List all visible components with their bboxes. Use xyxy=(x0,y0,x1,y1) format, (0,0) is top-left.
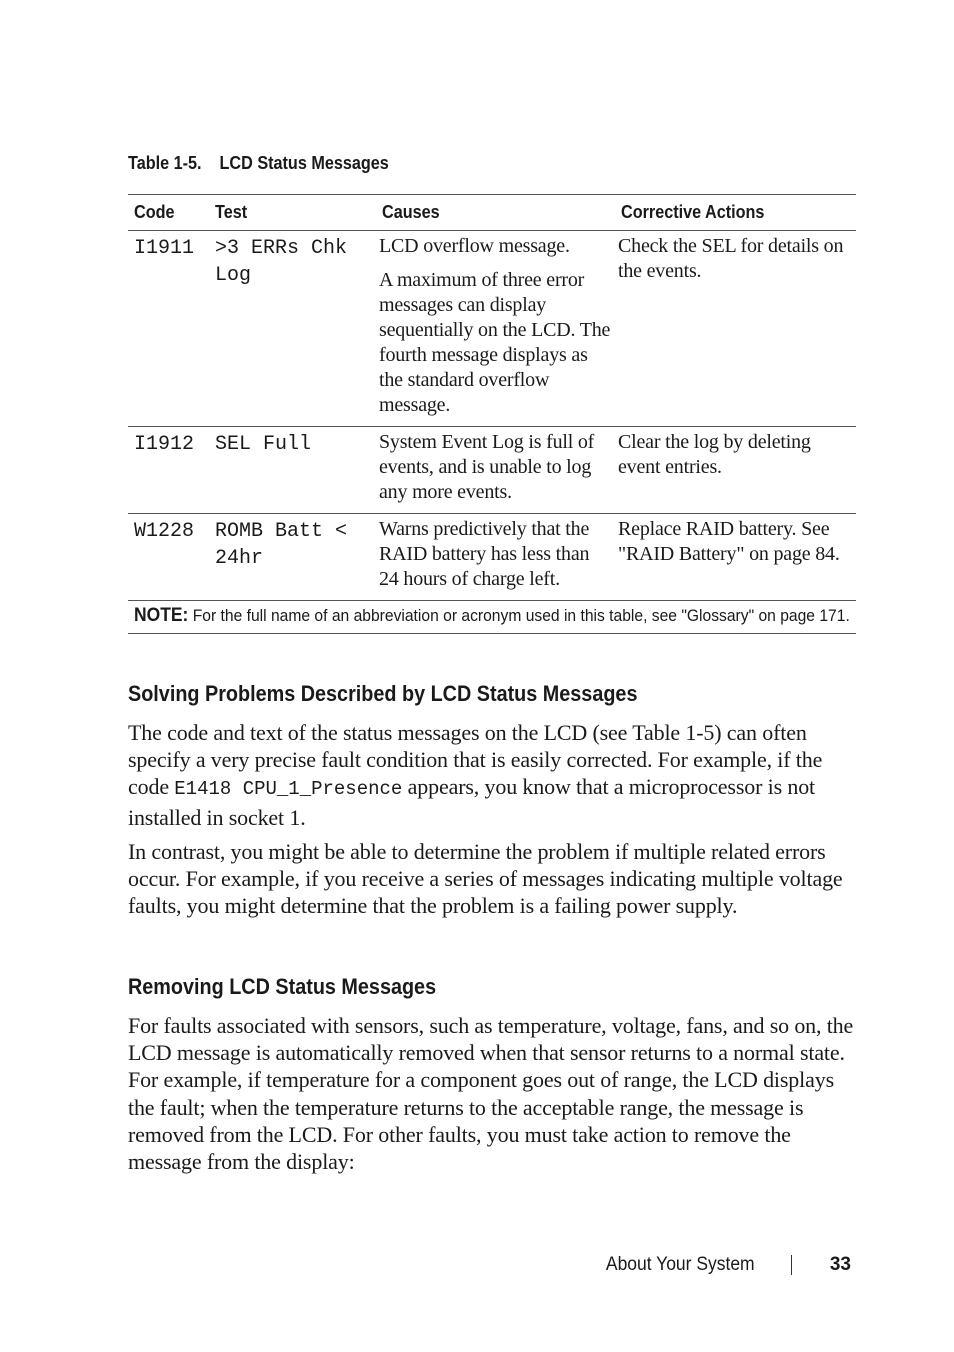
cell-code: W1228 xyxy=(128,514,209,601)
paragraph xyxy=(128,719,856,831)
cell-action: Replace RAID battery. See "RAID Battery" on page 84. xyxy=(615,514,856,601)
paragraph-text: The code and text of the status messages on the LCD (see Table 1-5) can often specify a very precise fault condition that is easily corrected. For example, if the code xyxy=(128,720,823,800)
note-text: For the full name of an abbreviation or acronym used in this table, see "Glossary" on page 171. xyxy=(192,606,850,625)
cause-text: LCD overflow message. xyxy=(379,235,570,257)
page-footer xyxy=(593,1254,851,1276)
table-header-row xyxy=(128,195,856,231)
table-caption-label: Table 1-5. xyxy=(128,153,202,173)
cause-text: System Event Log is full of events, and is unable to log any more events. xyxy=(379,431,595,503)
cell-test: >3 ERRs Chk Log xyxy=(209,231,376,427)
lcd-status-table xyxy=(128,194,856,634)
table-caption xyxy=(128,153,389,174)
table-row xyxy=(128,427,856,514)
cell-code: I1911 xyxy=(128,231,209,427)
table-row xyxy=(128,514,856,601)
cell-action: Check the SEL for details on the events. xyxy=(615,231,856,427)
header-code: Code xyxy=(128,195,209,231)
table-row xyxy=(128,231,856,427)
cell-causes xyxy=(376,514,615,601)
cause-text: A maximum of three error messages can display sequentially on the LCD. The fourth message displays as the standard overflow message. xyxy=(379,269,611,416)
header-causes: Causes xyxy=(376,195,615,231)
table-note xyxy=(128,601,856,634)
section-heading-solving: Solving Problems Described by LCD Status Messages xyxy=(128,681,638,706)
footer-section-name: About Your System xyxy=(606,1254,755,1275)
paragraph-text: appears, you know that a microprocessor is not installed in socket 1. xyxy=(128,774,816,830)
paragraph: For faults associated with sensors, such as temperature, voltage, fans, and so on, the LCD message is automatically removed when that sensor returns to a normal state. For example, if temperature for a component goes out of range, the LCD displays the fault; when the temperature returns to the acceptable range, the message is removed from the LCD. For other faults, you must take action to remove the message from the display: xyxy=(128,1013,854,1175)
cell-causes xyxy=(376,231,615,427)
note-label: NOTE: xyxy=(134,605,189,626)
paragraph: In contrast, you might be able to determine the problem if multiple related errors occur. For example, if you receive a series of messages indicating multiple voltage faults, you might determine that the problem is a failing power supply. xyxy=(128,839,843,919)
cell-action: Clear the log by deleting event entries. xyxy=(615,427,856,514)
cell-test: SEL Full xyxy=(209,427,376,514)
page-number: 33 xyxy=(829,1254,851,1275)
header-test: Test xyxy=(209,195,376,231)
cause-text: Warns predictively that the RAID battery has less than 24 hours of charge left. xyxy=(379,518,590,590)
table-note-row xyxy=(128,601,856,634)
inline-code: E1418 CPU_1_Presence xyxy=(174,778,403,801)
section-heading-removing: Removing LCD Status Messages xyxy=(128,974,437,999)
cell-test: ROMB Batt < 24hr xyxy=(209,514,376,601)
cell-code: I1912 xyxy=(128,427,209,514)
footer-divider xyxy=(791,1255,792,1275)
cell-causes xyxy=(376,427,615,514)
header-corrective-actions: Corrective Actions xyxy=(615,195,856,231)
table-caption-title: LCD Status Messages xyxy=(219,153,389,173)
